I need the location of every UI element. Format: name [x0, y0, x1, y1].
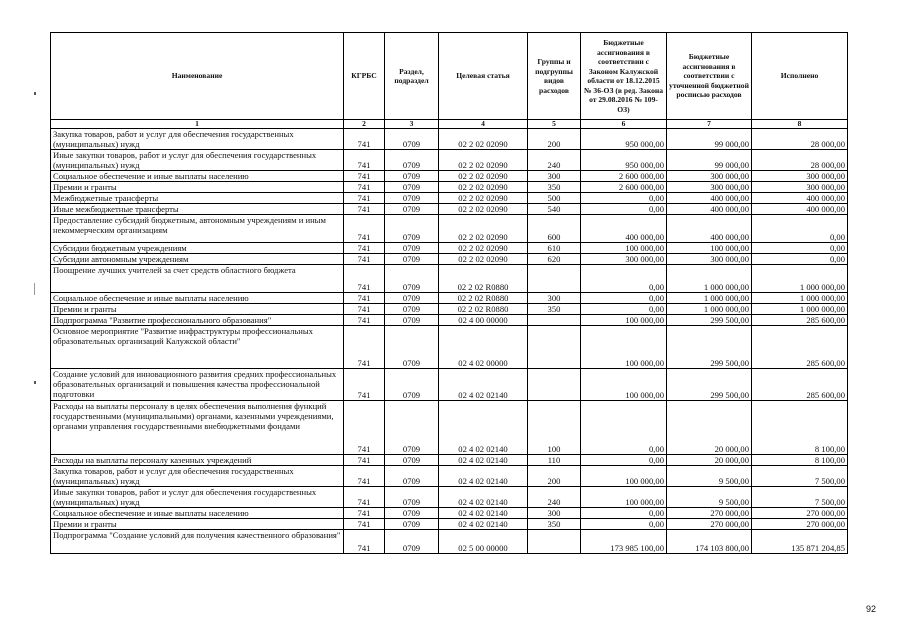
row-executed: 8 100,00 — [752, 401, 848, 455]
row-refined: 400 000,00 — [667, 215, 752, 243]
row-group — [528, 315, 581, 326]
row-section: 0709 — [385, 265, 439, 293]
row-executed: 8 100,00 — [752, 455, 848, 466]
row-law: 100 000,00 — [581, 326, 667, 369]
row-group: 200 — [528, 129, 581, 150]
row-target: 02 2 02 02090 — [439, 182, 528, 193]
row-group: 200 — [528, 466, 581, 487]
row-name: Закупка товаров, работ и услуг для обеспечения государственных (муниципальных) нужд — [51, 466, 344, 487]
row-section: 0709 — [385, 171, 439, 182]
row-kgrbs: 741 — [344, 530, 385, 554]
row-law: 100 000,00 — [581, 487, 667, 508]
row-name: Предоставление субсидий бюджетным, автономным учреждениям и иным некоммерческим организациям — [51, 215, 344, 243]
row-name: Премии и гранты — [51, 304, 344, 315]
col-number: 8 — [752, 120, 848, 129]
row-executed: 28 000,00 — [752, 150, 848, 171]
row-section: 0709 — [385, 150, 439, 171]
row-group: 600 — [528, 215, 581, 243]
row-name: Иные межбюджетные трансферты — [51, 204, 344, 215]
row-refined: 270 000,00 — [667, 508, 752, 519]
row-name: Социальное обеспечение и иные выплаты населению — [51, 293, 344, 304]
row-name: Расходы на выплаты персоналу в целях обеспечения выполнения функций государственными (муниципальными) органами, казенными учреждениями, органами управления государственными внебюджетными фондами — [51, 401, 344, 455]
row-section: 0709 — [385, 193, 439, 204]
row-executed: 7 500,00 — [752, 466, 848, 487]
table-row — [51, 204, 848, 215]
row-executed: 1 000 000,00 — [752, 265, 848, 293]
row-name: Иные закупки товаров, работ и услуг для обеспечения государственных (муниципальных) нужд — [51, 150, 344, 171]
row-target: 02 2 02 02090 — [439, 204, 528, 215]
table-row — [51, 455, 848, 466]
row-executed: 28 000,00 — [752, 129, 848, 150]
row-name: Поощрение лучших учителей за счет средств областного бюджета — [51, 265, 344, 293]
row-law: 0,00 — [581, 193, 667, 204]
row-kgrbs: 741 — [344, 315, 385, 326]
row-section: 0709 — [385, 519, 439, 530]
row-executed: 285 600,00 — [752, 326, 848, 369]
row-refined: 99 000,00 — [667, 150, 752, 171]
row-executed: 1 000 000,00 — [752, 304, 848, 315]
row-refined: 9 500,00 — [667, 487, 752, 508]
row-kgrbs: 741 — [344, 369, 385, 401]
row-kgrbs: 741 — [344, 129, 385, 150]
row-law: 400 000,00 — [581, 215, 667, 243]
row-group: 540 — [528, 204, 581, 215]
row-law: 100 000,00 — [581, 315, 667, 326]
col-number: 2 — [344, 120, 385, 129]
row-law: 0,00 — [581, 455, 667, 466]
row-group: 350 — [528, 182, 581, 193]
col-number: 6 — [581, 120, 667, 129]
row-refined: 400 000,00 — [667, 193, 752, 204]
row-target: 02 4 02 02140 — [439, 519, 528, 530]
row-law: 950 000,00 — [581, 150, 667, 171]
row-section: 0709 — [385, 455, 439, 466]
row-law: 0,00 — [581, 401, 667, 455]
row-kgrbs: 741 — [344, 487, 385, 508]
table-row — [51, 150, 848, 171]
table-row — [51, 215, 848, 243]
row-target: 02 4 02 02140 — [439, 455, 528, 466]
row-target: 02 4 02 02140 — [439, 466, 528, 487]
row-law: 100 000,00 — [581, 243, 667, 254]
row-executed: 270 000,00 — [752, 519, 848, 530]
row-kgrbs: 741 — [344, 508, 385, 519]
row-refined: 100 000,00 — [667, 243, 752, 254]
row-name: Субсидии бюджетным учреждениям — [51, 243, 344, 254]
row-law: 0,00 — [581, 519, 667, 530]
row-refined: 400 000,00 — [667, 204, 752, 215]
table-row — [51, 265, 848, 293]
row-section: 0709 — [385, 466, 439, 487]
binding-mark — [34, 381, 36, 384]
table-row — [51, 401, 848, 455]
row-law: 173 985 100,00 — [581, 530, 667, 554]
row-group: 240 — [528, 487, 581, 508]
row-name: Закупка товаров, работ и услуг для обеспечения государственных (муниципальных) нужд — [51, 129, 344, 150]
row-executed: 1 000 000,00 — [752, 293, 848, 304]
col-number: 3 — [385, 120, 439, 129]
row-target: 02 2 02 02090 — [439, 254, 528, 265]
row-law: 2 600 000,00 — [581, 171, 667, 182]
row-executed: 300 000,00 — [752, 182, 848, 193]
row-section: 0709 — [385, 508, 439, 519]
row-law: 300 000,00 — [581, 254, 667, 265]
row-kgrbs: 741 — [344, 519, 385, 530]
row-refined: 1 000 000,00 — [667, 293, 752, 304]
binding-mark — [34, 283, 35, 295]
row-target: 02 2 02 R0880 — [439, 293, 528, 304]
row-law: 950 000,00 — [581, 129, 667, 150]
row-kgrbs: 741 — [344, 193, 385, 204]
row-group: 610 — [528, 243, 581, 254]
row-law: 2 600 000,00 — [581, 182, 667, 193]
header-groups: Группы и подгруппы видов расходов — [528, 33, 581, 120]
row-executed: 0,00 — [752, 215, 848, 243]
row-group: 100 — [528, 401, 581, 455]
row-refined: 300 000,00 — [667, 171, 752, 182]
table-row — [51, 193, 848, 204]
row-group: 300 — [528, 508, 581, 519]
row-target: 02 4 00 00000 — [439, 315, 528, 326]
row-kgrbs: 741 — [344, 204, 385, 215]
row-refined: 9 500,00 — [667, 466, 752, 487]
row-kgrbs: 741 — [344, 455, 385, 466]
row-target: 02 4 02 02140 — [439, 369, 528, 401]
row-group: 350 — [528, 304, 581, 315]
row-law: 0,00 — [581, 293, 667, 304]
row-kgrbs: 741 — [344, 171, 385, 182]
col-number: 1 — [51, 120, 344, 129]
table-row — [51, 369, 848, 401]
row-name: Социальное обеспечение и иные выплаты населению — [51, 171, 344, 182]
row-section: 0709 — [385, 326, 439, 369]
table-row — [51, 182, 848, 193]
row-target: 02 2 02 02090 — [439, 193, 528, 204]
row-name: Субсидии автономным учреждениям — [51, 254, 344, 265]
row-kgrbs: 741 — [344, 254, 385, 265]
table-row — [51, 129, 848, 150]
row-section: 0709 — [385, 243, 439, 254]
table-row — [51, 487, 848, 508]
row-executed: 7 500,00 — [752, 487, 848, 508]
row-group: 240 — [528, 150, 581, 171]
row-target: 02 2 02 02090 — [439, 129, 528, 150]
table-row — [51, 519, 848, 530]
table-row — [51, 326, 848, 369]
row-name: Межбюджетные трансферты — [51, 193, 344, 204]
row-executed: 400 000,00 — [752, 193, 848, 204]
row-name: Премии и гранты — [51, 519, 344, 530]
row-target: 02 4 02 02140 — [439, 508, 528, 519]
row-target: 02 4 02 02140 — [439, 487, 528, 508]
row-executed: 0,00 — [752, 243, 848, 254]
row-executed: 285 600,00 — [752, 369, 848, 401]
row-refined: 174 103 800,00 — [667, 530, 752, 554]
row-name: Социальное обеспечение и иные выплаты населению — [51, 508, 344, 519]
header-name: Наименование — [51, 33, 344, 120]
binding-mark — [34, 92, 36, 95]
header-target: Целевая статья — [439, 33, 528, 120]
row-target: 02 2 02 02090 — [439, 150, 528, 171]
row-name: Расходы на выплаты персоналу казенных учреждений — [51, 455, 344, 466]
table-row — [51, 243, 848, 254]
table-row — [51, 508, 848, 519]
row-target: 02 2 02 02090 — [439, 215, 528, 243]
row-section: 0709 — [385, 293, 439, 304]
row-refined: 20 000,00 — [667, 401, 752, 455]
row-target: 02 2 02 R0880 — [439, 304, 528, 315]
budget-table — [50, 32, 848, 554]
row-kgrbs: 741 — [344, 243, 385, 254]
header-executed: Исполнено — [752, 33, 848, 120]
row-group: 620 — [528, 254, 581, 265]
row-kgrbs: 741 — [344, 293, 385, 304]
row-refined: 20 000,00 — [667, 455, 752, 466]
row-refined: 270 000,00 — [667, 519, 752, 530]
row-kgrbs: 741 — [344, 215, 385, 243]
table-body — [51, 129, 848, 554]
row-group — [528, 326, 581, 369]
row-law: 0,00 — [581, 204, 667, 215]
row-section: 0709 — [385, 254, 439, 265]
row-executed: 285 600,00 — [752, 315, 848, 326]
row-group: 500 — [528, 193, 581, 204]
row-executed: 300 000,00 — [752, 171, 848, 182]
row-name: Основное мероприятие "Развитие инфраструктуры профессиональных образовательных организаций Калужской области" — [51, 326, 344, 369]
row-group: 300 — [528, 171, 581, 182]
row-target: 02 2 02 02090 — [439, 171, 528, 182]
row-section: 0709 — [385, 304, 439, 315]
row-law: 0,00 — [581, 304, 667, 315]
row-section: 0709 — [385, 182, 439, 193]
row-section: 0709 — [385, 401, 439, 455]
row-section: 0709 — [385, 369, 439, 401]
row-executed: 270 000,00 — [752, 508, 848, 519]
row-kgrbs: 741 — [344, 304, 385, 315]
page-number: 92 — [866, 604, 877, 614]
row-group — [528, 369, 581, 401]
row-executed: 0,00 — [752, 254, 848, 265]
row-law: 0,00 — [581, 508, 667, 519]
header-law: Бюджетные ассигнования в соответствии с Законом Калужской области от 18.12.2015 № 36-ОЗ (в ред. Закона от 29.08.2016 № 109-ОЗ) — [581, 33, 667, 120]
row-kgrbs: 741 — [344, 265, 385, 293]
row-name: Премии и гранты — [51, 182, 344, 193]
row-kgrbs: 741 — [344, 401, 385, 455]
row-group — [528, 265, 581, 293]
row-group: 110 — [528, 455, 581, 466]
row-group: 350 — [528, 519, 581, 530]
row-target: 02 5 00 00000 — [439, 530, 528, 554]
row-refined: 299 500,00 — [667, 369, 752, 401]
row-target: 02 2 02 02090 — [439, 243, 528, 254]
table-row — [51, 466, 848, 487]
row-section: 0709 — [385, 315, 439, 326]
table-row — [51, 530, 848, 554]
table-row — [51, 304, 848, 315]
row-refined: 300 000,00 — [667, 182, 752, 193]
row-kgrbs: 741 — [344, 326, 385, 369]
row-refined: 1 000 000,00 — [667, 265, 752, 293]
header-refined: Бюджетные ассигнования в соответствии с уточненной бюджетной росписью расходов — [667, 33, 752, 120]
table-row — [51, 315, 848, 326]
col-number: 7 — [667, 120, 752, 129]
row-name: Иные закупки товаров, работ и услуг для обеспечения государственных (муниципальных) нужд — [51, 487, 344, 508]
row-law: 0,00 — [581, 265, 667, 293]
row-name: Подпрограмма "Создание условий для получения качественного образования" — [51, 530, 344, 554]
col-number: 4 — [439, 120, 528, 129]
row-group — [528, 530, 581, 554]
row-target: 02 4 02 00000 — [439, 326, 528, 369]
row-section: 0709 — [385, 530, 439, 554]
header-kgrbs: КГРБС — [344, 33, 385, 120]
row-section: 0709 — [385, 204, 439, 215]
row-law: 100 000,00 — [581, 369, 667, 401]
row-section: 0709 — [385, 487, 439, 508]
row-kgrbs: 741 — [344, 182, 385, 193]
row-kgrbs: 741 — [344, 466, 385, 487]
row-refined: 99 000,00 — [667, 129, 752, 150]
row-law: 100 000,00 — [581, 466, 667, 487]
table-row — [51, 171, 848, 182]
row-refined: 1 000 000,00 — [667, 304, 752, 315]
row-target: 02 2 02 R0880 — [439, 265, 528, 293]
table-row — [51, 293, 848, 304]
row-group: 300 — [528, 293, 581, 304]
row-name: Создание условий для инновационного развития средних профессиональных образовательных организаций и повышения качества профессиональной подготовки — [51, 369, 344, 401]
row-section: 0709 — [385, 215, 439, 243]
table-row — [51, 254, 848, 265]
row-refined: 300 000,00 — [667, 254, 752, 265]
row-section: 0709 — [385, 129, 439, 150]
row-executed: 135 871 204,85 — [752, 530, 848, 554]
row-executed: 400 000,00 — [752, 204, 848, 215]
row-target: 02 4 02 02140 — [439, 401, 528, 455]
col-number: 5 — [528, 120, 581, 129]
row-refined: 299 500,00 — [667, 315, 752, 326]
row-name: Подпрограмма "Развитие профессионального образования" — [51, 315, 344, 326]
row-kgrbs: 741 — [344, 150, 385, 171]
row-refined: 299 500,00 — [667, 326, 752, 369]
header-section: Раздел, подраздел — [385, 33, 439, 120]
